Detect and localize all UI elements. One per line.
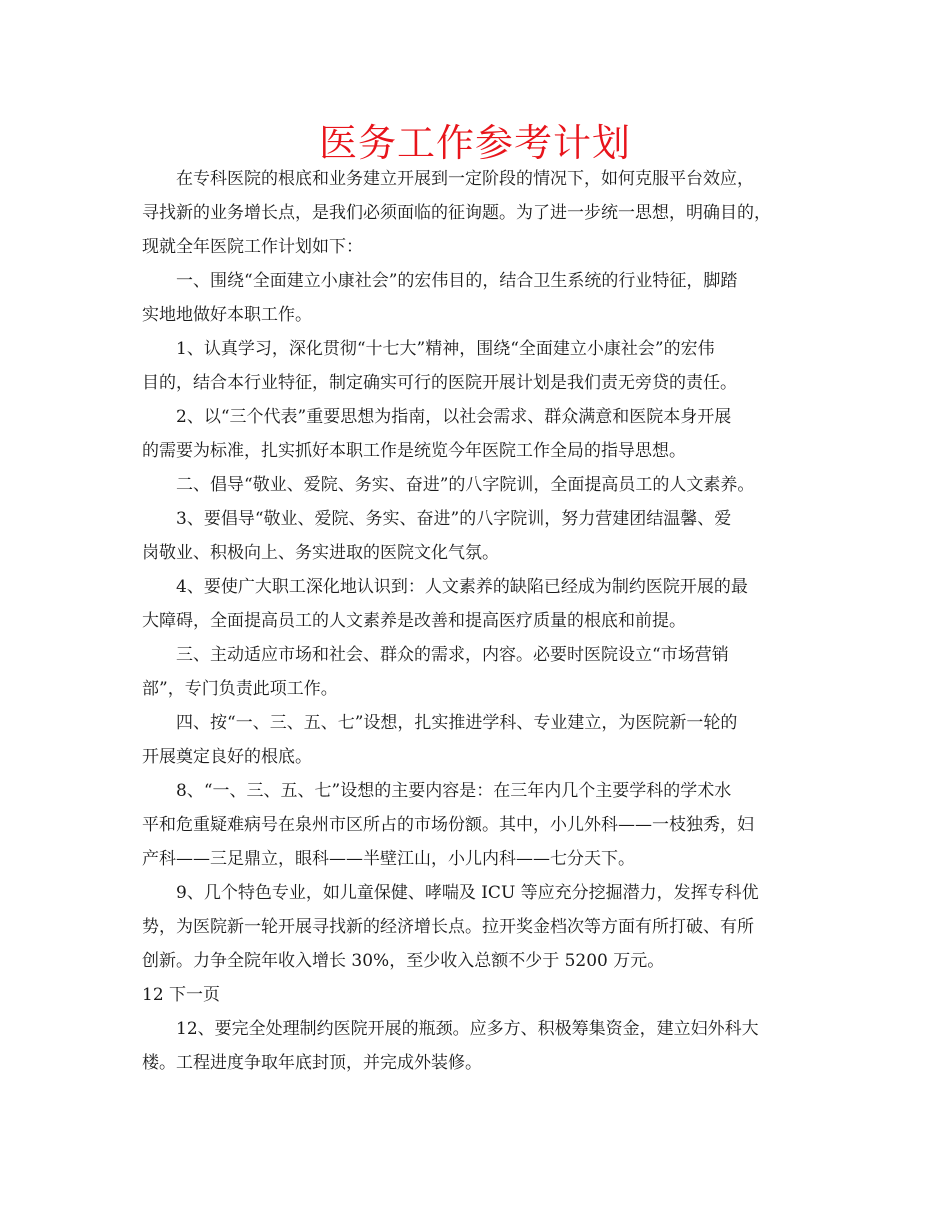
- body-line: 四、按“一、三、五、七”设想，扎实推进学科、专业建立，为医院新一轮的: [176, 713, 738, 733]
- body-line: 一、围绕“全面建立小康社会”的宏伟目的，结合卫生系统的行业特征，脚踏: [176, 271, 738, 291]
- body-line: 产科——三足鼎立，眼科——半壁江山，小儿内科——七分天下。: [142, 849, 635, 869]
- body-line: 4、要使广大职工深化地认识到：人文素养的缺陷已经成为制约医院开展的最: [176, 577, 748, 597]
- body-line: 12、要完全处理制约医院开展的瓶颈。应多方、积极筹集资金，建立妇外科大: [176, 1019, 759, 1039]
- body-line: 岗敬业、积极向上、务实进取的医院文化气氛。: [142, 543, 499, 563]
- document-body: [142, 162, 832, 1080]
- body-line: 大障碍，全面提高员工的人文素养是改善和提高医疗质量的根底和前提。: [142, 611, 686, 631]
- body-line: 12 下一页: [142, 985, 221, 1005]
- document-title: 医务工作参考计划: [318, 121, 631, 165]
- body-line: 势，为医院新一轮开展寻找新的经济增长点。拉开奖金档次等方面有所打破、有所: [142, 917, 754, 937]
- body-line: 实地地做好本职工作。: [142, 305, 312, 325]
- body-line: 楼。工程进度争取年底封顶，并完成外装修。: [142, 1053, 482, 1073]
- body-line: 开展奠定良好的根底。: [142, 747, 312, 767]
- body-line: 目的，结合本行业特征，制定确实可行的医院开展计划是我们责无旁贷的责任。: [142, 373, 737, 393]
- body-line: 3、要倡导“敬业、爱院、务实、奋进”的八字院训，努力营建团结温馨、爱: [176, 509, 732, 529]
- body-line: 的需要为标准，扎实抓好本职工作是统览今年医院工作全局的指导思想。: [142, 441, 686, 461]
- body-line: 部”，专门负责此项工作。: [142, 679, 338, 699]
- body-line: 现就全年医院工作计划如下：: [142, 237, 363, 257]
- body-line: 平和危重疑难病号在泉州市区所占的市场份额。其中，小儿外科——一枝独秀，妇: [142, 815, 754, 835]
- body-line: 8、“一、三、五、七”设想的主要内容是：在三年内几个主要学科的学术水: [176, 781, 732, 801]
- body-line: 9、几个特色专业，如儿童保健、哮喘及 ICU 等应充分挖掘潜力，发挥专科优: [176, 883, 759, 903]
- body-line: 创新。力争全院年收入增长 30%，至少收入总额不少于 5200 万元。: [142, 951, 665, 971]
- body-line: 1、认真学习，深化贯彻“十七大”精神，围绕“全面建立小康社会”的宏伟: [176, 339, 715, 359]
- body-line: 在专科医院的根底和业务建立开展到一定阶段的情况下，如何克服平台效应，: [176, 169, 754, 189]
- body-line: 寻找新的业务增长点，是我们必须面临的征询题。为了进一步统一思想，明确目的，: [142, 203, 771, 223]
- body-line: 三、主动适应市场和社会、群众的需求，内容。必要时医院设立“市场营销: [176, 645, 729, 665]
- body-line: 二、倡导“敬业、爱院、务实、奋进”的八字院训，全面提高员工的人文素养。: [176, 475, 755, 495]
- body-line: 2、以“三个代表”重要思想为指南，以社会需求、群众满意和医院本身开展: [176, 407, 732, 427]
